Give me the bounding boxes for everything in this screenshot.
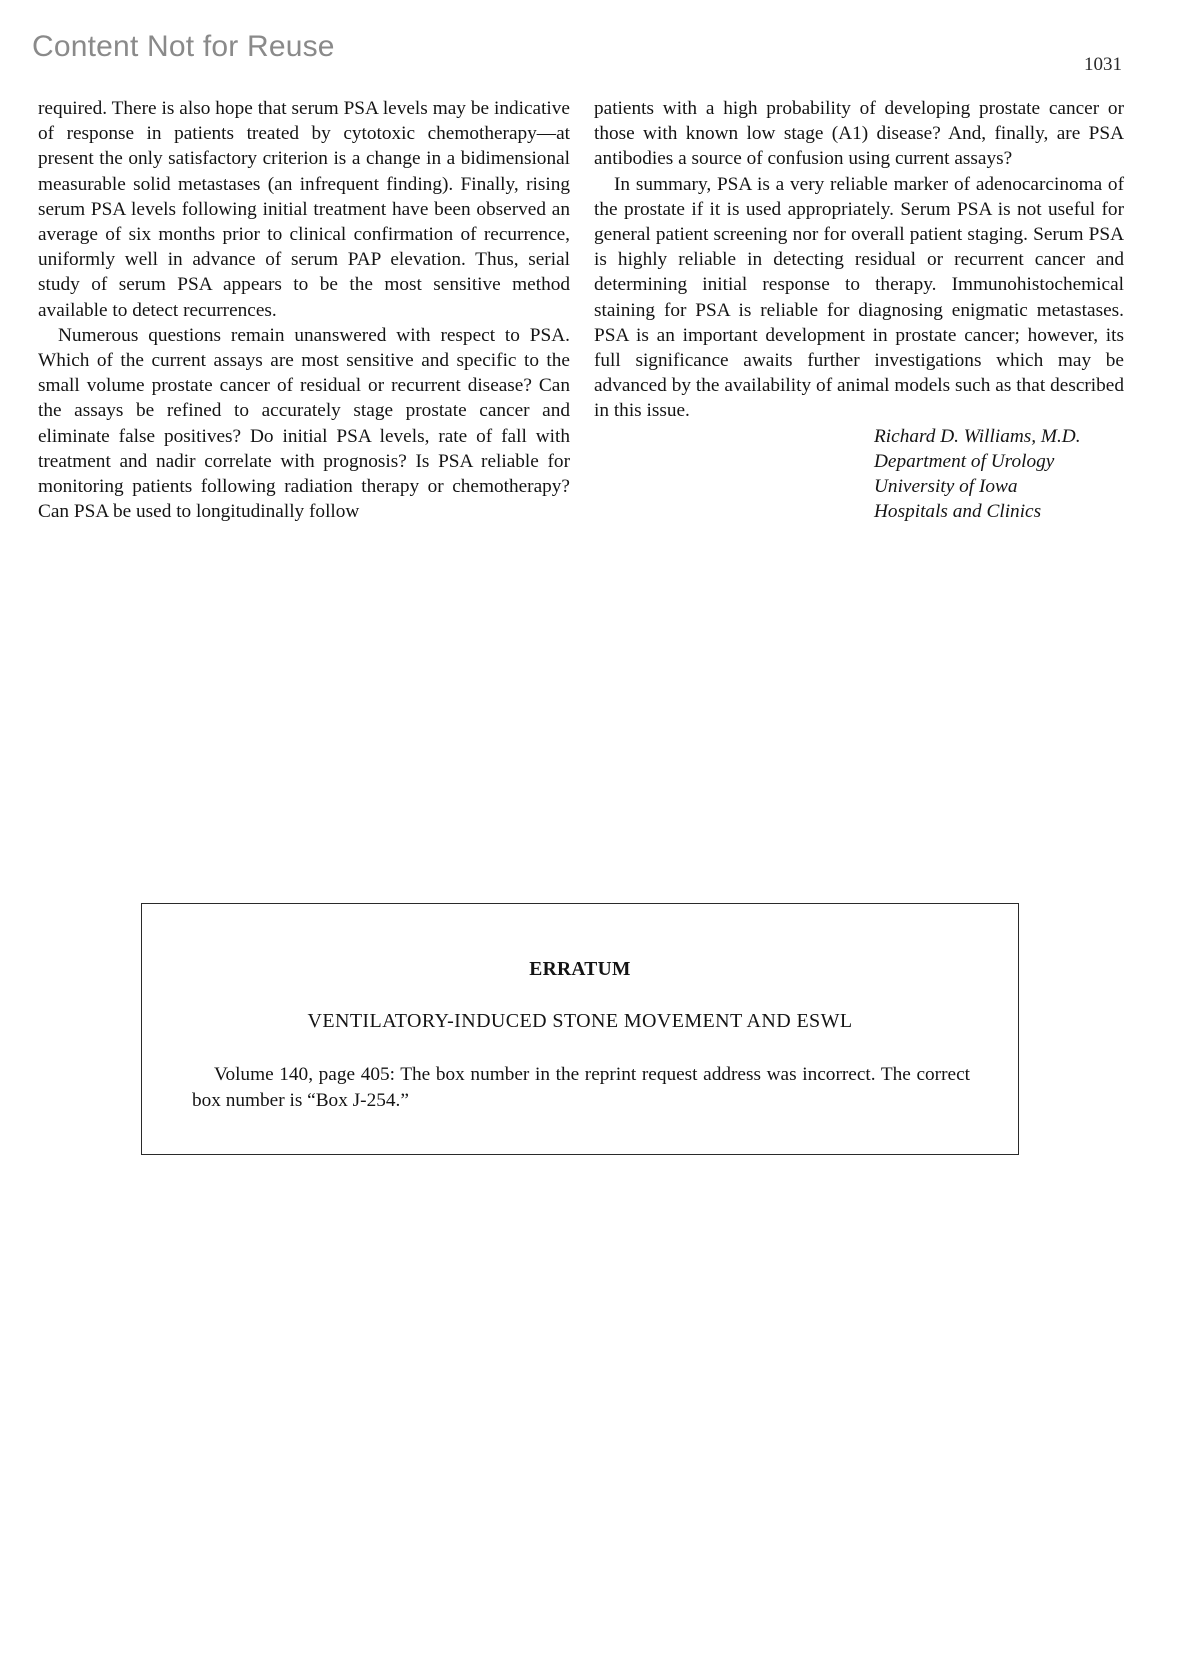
paragraph: In summary, PSA is a very reliable marker of adenocarcinoma of the prostate if it is used appropriately. Serum PSA is not useful for general patient screening nor for overall patient staging. Serum PSA is highly reliable in detecting residual or recurrent cancer and determining initial response to therapy. Immunohistochemical staining for PSA is reliable for diagnosing enigmatic metastases. PSA is an important development in prostate cancer; however, its full significance awaits further investigations which may be advanced by the availability of animal models such as that described in this issue. <box>594 173 1124 422</box>
erratum-subtitle: VENTILATORY-INDUCED STONE MOVEMENT AND ESWL <box>307 1010 853 1032</box>
right-column <box>594 96 1124 524</box>
paragraph: required. There is also hope that serum PSA levels may be indicative of response in patients treated by cytotoxic chemotherapy—at present the only satisfactory criterion is a change in a bidimensional measurable solid metastases (an infrequent finding). Finally, rising serum PSA levels following initial treatment have been observed an average of six months prior to clinical confirmation of recurrence, uniformly well in advance of serum PAP elevation. Thus, serial study of serum PSA appears to be the most sensitive method available to detect recurrences. <box>38 98 570 321</box>
page-number: 1031 <box>1084 54 1122 75</box>
watermark-text: Content Not for Reuse <box>32 30 335 63</box>
paragraph: Numerous questions remain unanswered with respect to PSA. Which of the current assays are most sensitive and specific to the small volume prostate cancer of residual or recurrent disease? Can the assays be refined to accurately stage prostate cancer and eliminate false positives? Do initial PSA levels, rate of fall with treatment and nadir correlate with prognosis? Is PSA reliable for monitoring patients following radiation therapy or chemotherapy? Can PSA be used to longitudinally follow <box>38 324 570 523</box>
author-department: Department of Urology <box>874 450 1055 472</box>
author-name: Richard D. Williams, M.D. <box>874 425 1081 447</box>
erratum-box <box>141 903 1019 1155</box>
author-signature <box>594 424 1124 525</box>
erratum-title: ERRATUM <box>529 959 631 980</box>
erratum-body: Volume 140, page 405: The box number in the reprint request address was incorrect. The correct box number is “Box J-254.” <box>192 1064 970 1111</box>
paragraph: patients with a high probability of developing prostate cancer or those with known low stage (A1) disease? And, finally, are PSA antibodies a source of confusion using current assays? <box>594 98 1124 170</box>
left-column <box>38 96 570 524</box>
author-institution: University of Iowa <box>874 476 1018 498</box>
author-division: Hospitals and Clinics <box>874 501 1042 523</box>
